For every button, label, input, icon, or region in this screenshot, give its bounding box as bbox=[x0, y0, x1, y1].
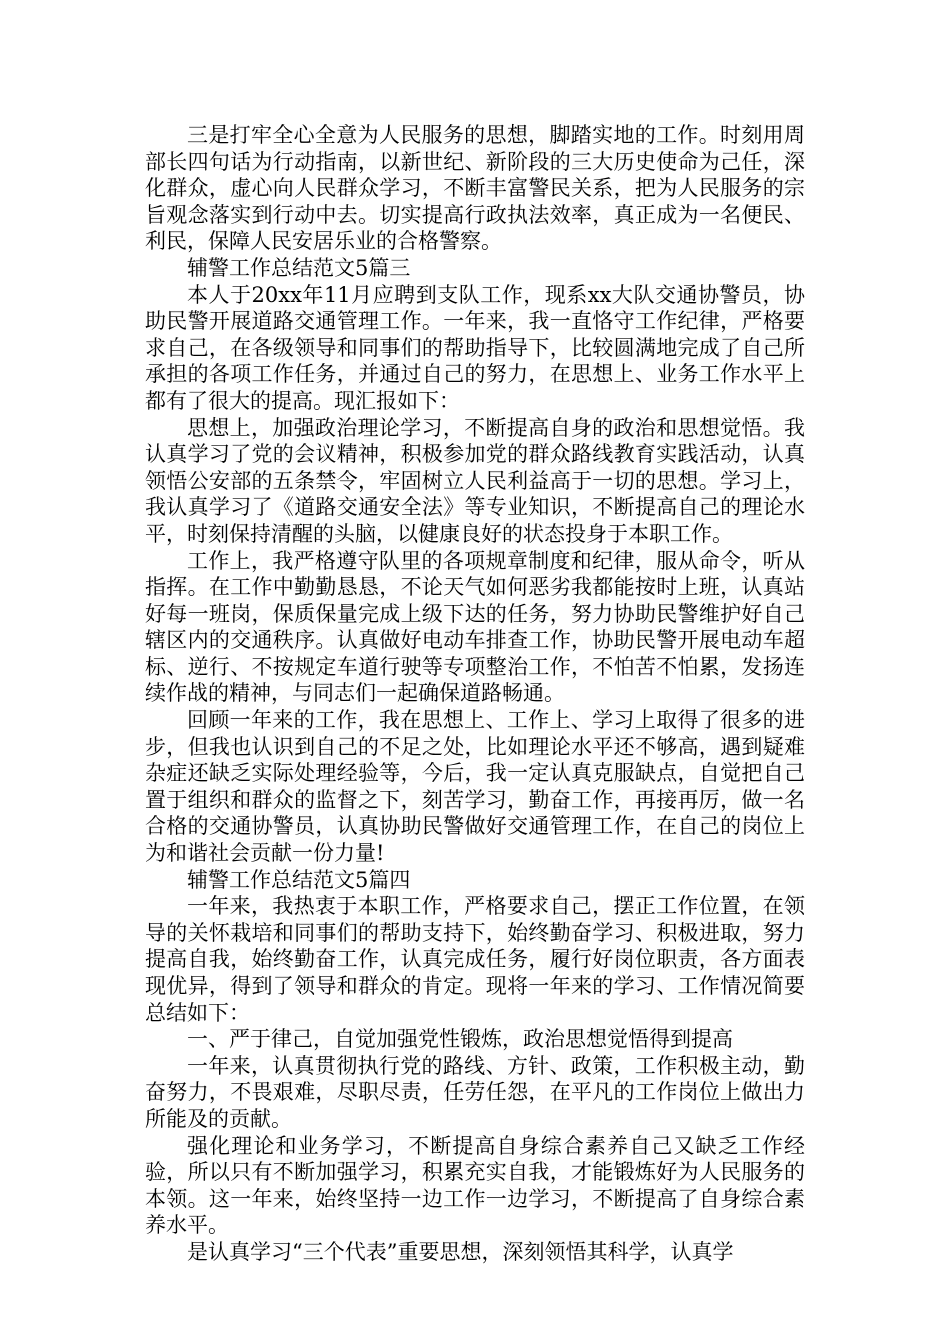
paragraph-review: 回顾一年来的工作，我在思想上、工作上、学习上取得了很多的进步，但我也认识到自己的不足之处，比如理论水平还不够高，遇到疑难杂症还缺乏实际处理经验等，今后，我一定认真克服缺点，自觉把自己置于组织和群众的监督之下，刻苦学习，勤奋工作，再接再厉，做一名合格的交通协警员，认真协助民警做好交通管理工作，在自己的岗位上为和谐社会贡献一份力量! bbox=[145, 708, 805, 866]
section-heading-part-four: 辅警工作总结范文5篇四 bbox=[187, 867, 411, 892]
paragraph-intro-part-four: 一年来，我热衷于本职工作，严格要求自己，摆正工作位置，在领导的关怀栽培和同事们的帮助支持下，始终勤奋学习、积极进取，努力提高自我，始终勤奋工作，认真完成任务，履行好岗位职责，各方面表现优异，得到了领导和群众的肯定。现将一年来的学习、工作情况简要总结如下： bbox=[145, 894, 805, 1025]
paragraph-service-thought: 三是打牢全心全意为人民服务的思想，脚踏实地的工作。时刻用周部长四句话为行动指南，以新世纪、新阶段的三大历史使命为己任，深化群众，虚心向人民群众学习，不断丰富警民关系，把为人民服务的宗旨观念落实到行动中去。切实提高行政执法效率，真正成为一名便民、利民，保障人民安居乐业的合格警察。 bbox=[145, 123, 805, 254]
section-heading-part-three: 辅警工作总结范文5篇三 bbox=[187, 255, 411, 280]
paragraph-intro-part-three: 本人于20xx年11月应聘到支队工作，现系xx大队交通协警员，协助民警开展道路交通管理工作。一年来，我一直恪守工作纪律，严格要求自己，在各级领导和同事们的帮助指导下，比较圆满地完成了自己所承担的各项工作任务，并通过自己的努力，在思想上、业务工作水平上都有了很大的提高。现汇报如下： bbox=[145, 282, 805, 413]
document-body bbox=[145, 122, 805, 1266]
paragraph-work: 工作上，我严格遵守队里的各项规章制度和纪律，服从命令，听从指挥。在工作中勤勤恳恳，不论天气如何恶劣我都能按时上班，认真站好每一班岗，保质保量完成上级下达的任务，努力协助民警维护好自己辖区内的交通秩序。认真做好电动车排查工作，协助民警开展电动车超标、逆行、不按规定车道行驶等专项整治工作，不怕苦不怕累，发扬连续作战的精神，与同志们一起确保道路畅通。 bbox=[145, 548, 805, 706]
paragraph-party-line: 一年来，认真贯彻执行党的路线、方针、政策，工作积极主动，勤奋努力，不畏艰难，尽职尽责，任劳任怨，在平凡的工作岗位上做出力所能及的贡献。 bbox=[145, 1053, 805, 1131]
paragraph-study: 强化理论和业务学习，不断提高自身综合素养自己又缺乏工作经验，所以只有不断加强学习，积累充实自我，才能锻炼好为人民服务的本领。这一年来，始终坚持一边工作一边学习，不断提高了自身综合素养水平。 bbox=[145, 1133, 805, 1238]
subheading-self-discipline: 一、严于律己，自觉加强党性锻炼，政治思想觉悟得到提高 bbox=[187, 1027, 733, 1052]
paragraph-three-represents: 是认真学习“三个代表”重要思想，深刻领悟其科学，认真学 bbox=[187, 1239, 734, 1264]
paragraph-ideology: 思想上，加强政治理论学习，不断提高自身的政治和思想觉悟。我认真学习了党的会议精神，积极参加党的群众路线教育实践活动，认真领悟公安部的五条禁令，牢固树立人民利益高于一切的思想。学习上，我认真学习了《道路交通安全法》等专业知识，不断提高自己的理论水平，时刻保持清醒的头脑，以健康良好的状态投身于本职工作。 bbox=[145, 415, 805, 546]
